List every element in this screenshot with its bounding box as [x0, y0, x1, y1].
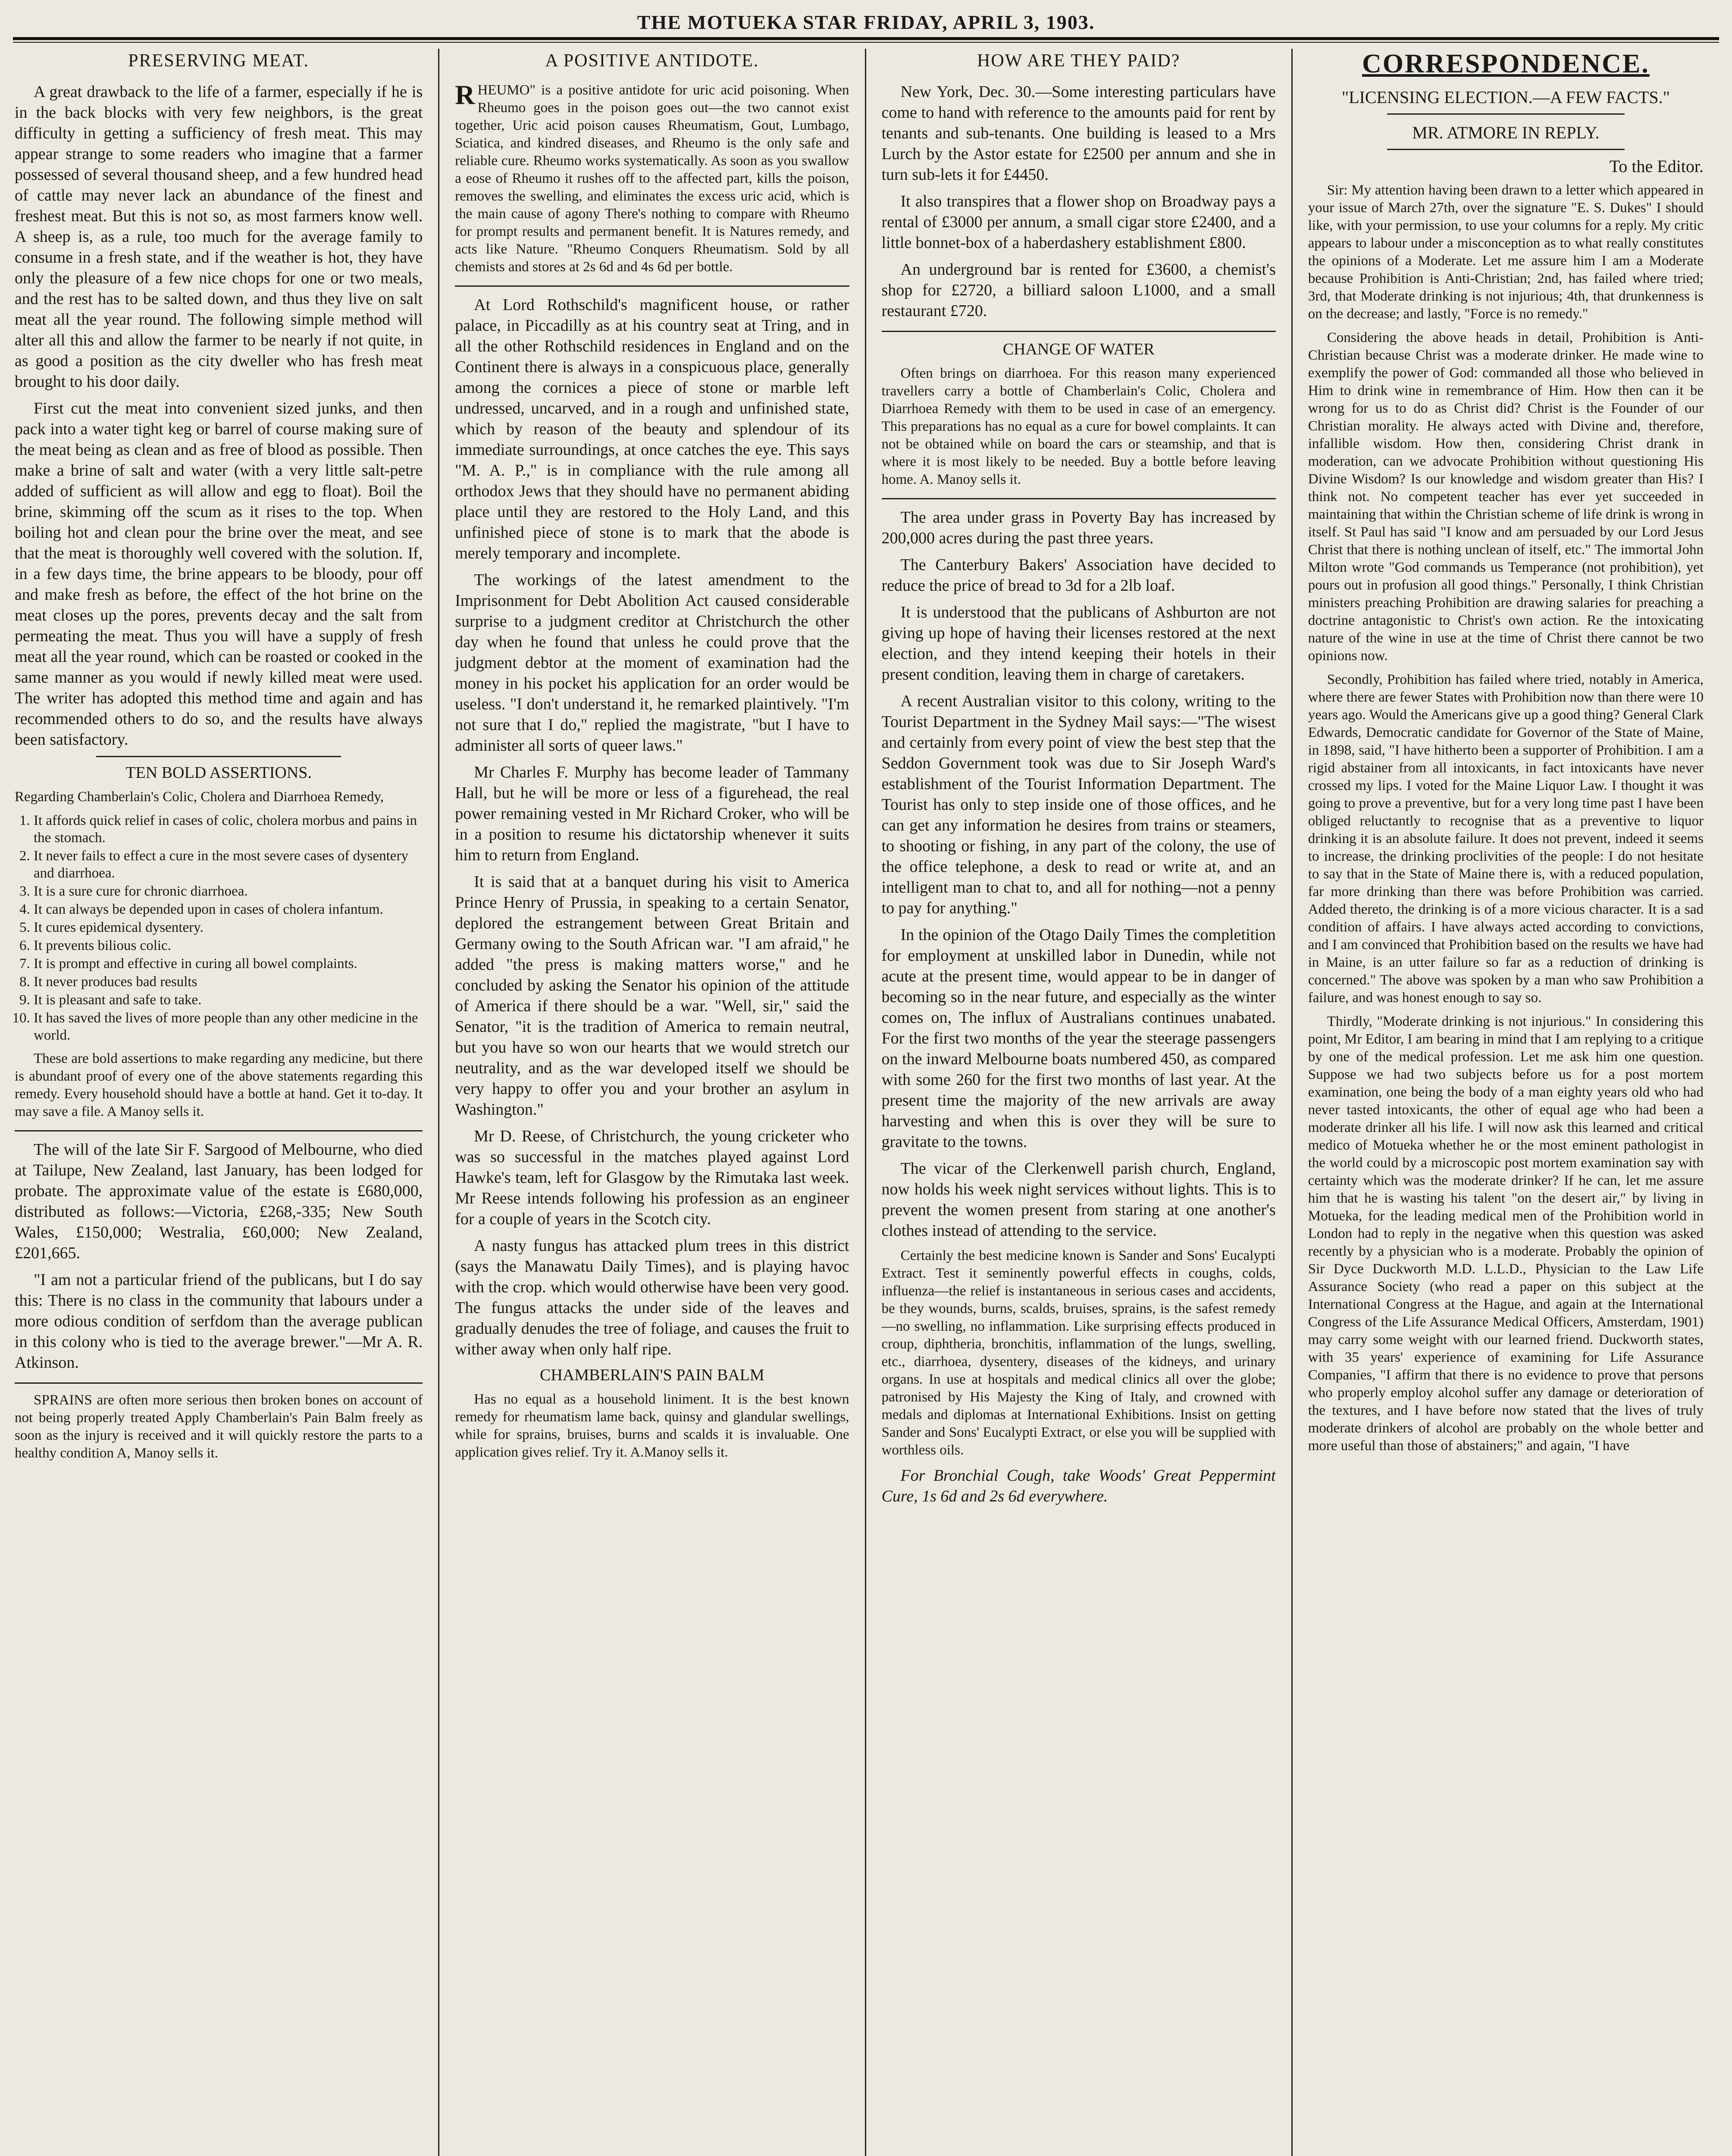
- separator: [882, 331, 1276, 332]
- list-item: 7. It is prompt and effective in curing all bowel complaints.: [34, 955, 423, 972]
- article-paragraph: It is understood that the publicans of Ashburton are not giving up hope of having their licenses restored at the next election, and they intend keeping their hotels in their present condition, leaving them in charge of caretakers.: [881, 603, 1276, 683]
- masthead-rule-thin: [13, 42, 1719, 43]
- advert-change-of-water: Often brings on diarrhoea. For this reason many experienced travellers carry a bottle of Chamberlain's Colic, Cholera and Diarrhoea Remedy with them to be used in case of an emergency. This preparations has no equal as a cure for bowel complaints. It can not be obtained while on board the cars or steamship, and that is where it is most likely to be needed. Buy a bottle before leaving home. A. Manoy sells it.: [881, 366, 1276, 487]
- article-paragraph: "I am not a particular friend of the publicans, but I do say this: There is no class in the community that labours under a more odious condition of serfdom than the average publican in this colony who is tied to the average brewer."—Mr A. R. Atkinson.: [15, 1271, 423, 1372]
- separator: [15, 1130, 423, 1131]
- advert-text: HEUMO" is a positive antidote for uric acid poisoning. When Rheumo goes in the poison goes out—the two cannot exist together, Uric acid poison causes Rheumatism, Gout, Lumbago, Sciatica, and kindred diseases, and Rheumo is the only safe and reliable cure. Rheumo works systematically. As soon as you swallow a eose of Rheumo it rushes off to the affected part, kills the poison, removes the swelling, and eliminates the excess uric acid, which is the main cause of agony There's nothing to compare with Rheumo for prompt results and permanent benefit. It is Natures remedy, and acts like Nature. "Rheumo Conquers Rheumatism. Sold by all chemists and stores at 2s 6d and 4s 6d per bottle.: [455, 82, 849, 275]
- letter-salutation: To the Editor.: [1609, 157, 1704, 176]
- list-item: 10. It has saved the lives of more people than any other medicine in the world.: [34, 1009, 423, 1044]
- masthead: THE MOTUEKA STAR FRIDAY, APRIL 3, 1903.: [637, 11, 1095, 33]
- correspondence-title: CORRESPONDENCE.: [1362, 49, 1650, 78]
- article-paragraph: These are bold assertions to make regarding any medicine, but there is abundant proof of every one of the above statements regarding this remedy. Every household should have a bottle at hand. Get it to-day. It may save a file. A Manoy sells it.: [15, 1051, 423, 1119]
- list-item: 2. It never fails to effect a cure in the most severe cases of dysentery and diarrhoea.: [34, 847, 423, 882]
- advert-rheumo: [455, 81, 849, 276]
- article-paragraph: The workings of the latest amendment to the Imprisonment for Debt Abolition Act caused considerable surprise to a judgment creditor at Christchurch the other day when he found that unless he could prove that the judgment debtor at the moment of examination had the money in his pocket his application for an order would be useless. "I don't understand it, he remarked plaintively. "I'm not sure that I do," replied the magistrate, "but I have to administer all sorts of queer laws.": [455, 571, 849, 755]
- list-item: 1. It affords quick relief in cases of colic, cholera morbus and pains in the stomach.: [34, 812, 423, 846]
- headline-how-are-they-paid: HOW ARE THEY PAID?: [977, 51, 1181, 71]
- masthead-rule: [13, 37, 1719, 40]
- article-paragraph: The Canterbury Bakers' Association have decided to reduce the price of bread to 3d for a 2lb loaf.: [881, 556, 1276, 595]
- article-paragraph: A recent Australian visitor to this colony, writing to the Tourist Department in the Sydney Mail says:—"The wisest and certainly from every point of view the best step that the Seddon Government took was due to Sir Joseph Ward's establishment of the Tourist Information Department. The Tourist has only to step inside one of those offices, and he can get any information he desires from trains or steamers, to shooting or fishing, in any part of the colony, the use of the office telephone, a desk to read or write at, and an intelligent man to chat to, and all for nothing—not a penny to pay for anything.": [881, 692, 1276, 917]
- article-paragraph: The will of the late Sir F. Sargood of Melbourne, who died at Tailupe, New Zealand, last January, has been lodged for probate. The approximate value of the estate is £680,000, distributed as follows:—Victoria, £268,-335; New South Wales, £150,000; Westralia, £60,000; New Zealand, £201,665.: [15, 1141, 423, 1262]
- article-paragraph: Mr Charles F. Murphy has become leader of Tammany Hall, but he will be more or less of a figurehead, the real power remaining vested in Mr Richard Croker, who will be in a position to resume his dictatorship whenever it suits him to return from England.: [455, 763, 849, 864]
- letter-paragraph: Thirdly, "Moderate drinking is not injurious." In considering this point, Mr Editor, I am bearing in mind that I am replying to a critique by one of the medical profession. Let me ask him one question. Suppose we had two subjects before us for a post mortem examination, one being the body of a man eighty years old who had never tasted intoxicants, the other of equal age who had been a moderate drinker all his life. I will now ask this learned and critical medico of Motueka whether he or the most eminent pathologist in the world could by a microscopic post mortem examination say with certainty which was the moderate drinker? If he can, let me assure him that he is wasting his talent "on the desert air," by living in Motueka, for the leading medical men of the Prohibition world in London had to reply in the negative when this question was asked recently by a physician who is a moderate. Probably the opinion of Sir Dyce Duckworth M.D. L.L.D., Physician to the Law Life Assurance Society (who read a paper on this subject at the International Congress at the Hague, and again at the International Congress of the Life Assurance Medical Officers, Amsterdam, 1901) may carry some weight with our learned friend. Duckworth states, with 35 years' experience of examining for Life Assurance Companies, "I affirm that there is no evidence to prove that persons who properly employ alcohol suffer any damage or deterioration of the textures, and I have before now stated that the lives of truly moderate drinkers of alcohol are probably on the whole better and more useful than those of abstainers;" and again, "I have: [1308, 1014, 1704, 1454]
- separator: [15, 1382, 423, 1384]
- separator: [1387, 149, 1624, 150]
- article-paragraph: Mr D. Reese, of Christchurch, the young cricketer who was so successful in the matches played against Lord Hawke's team, left for Glasgow by the Rimutaka last week. Mr Reese intends following his profession as an engineer for a couple of years in the Scotch city.: [455, 1127, 849, 1228]
- list-item: 4. It can always be depended upon in cases of cholera infantum.: [34, 901, 423, 918]
- column-2: [439, 49, 866, 2156]
- advert-pain-balm: Has no equal as a household liniment. It is the best known remedy for rheumatism lame back, quinsy and glandular swellings, while for sprains, bruises, burns and scalds it is invaluable. One application gives relief. Try it. A.Manoy sells it.: [455, 1391, 849, 1460]
- letter-headline: "LICENSING ELECTION.—A FEW FACTS.": [1341, 88, 1670, 107]
- list-item: 3. It is a sure cure for chronic diarrhoea.: [34, 883, 423, 900]
- article-paragraph: An underground bar is rented for £3600, a chemist's shop for £2720, a billiard saloon L1000, and a small restaurant £720.: [881, 260, 1276, 320]
- headline-positive-antidote: A POSITIVE ANTIDOTE.: [545, 51, 759, 71]
- headline-change-of-water: CHANGE OF WATER: [1002, 340, 1155, 358]
- list-item: 5. It cures epidemical dysentery.: [34, 919, 423, 936]
- article-paragraph: The vicar of the Clerkenwell parish church, England, now holds his week night services without lights. This is to prevent the women present from staring at one another's clothes instead of attending to the service.: [881, 1159, 1276, 1240]
- column-4: [1293, 49, 1719, 2156]
- assertions-intro: Regarding Chamberlain's Colic, Cholera and Diarrhoea Remedy,: [15, 789, 384, 805]
- headline-preserving-meat: PRESERVING MEAT.: [128, 51, 310, 71]
- headline-pain-balm: CHAMBERLAIN'S PAIN BALM: [540, 1366, 764, 1384]
- advert-eucalypti: Certainly the best medicine known is Sander and Sons' Eucalypti Extract. Test it seminently powerful effects in coughs, colds, influenza—the relief is instantaneous in serious cases and accidents, be they wounds, burns, scalds, bruises, sprains, is the safest remedy—no swelling, no inflammation. Like surprising effects produced in croup, diphtheria, bronchitis, inflammation of the lungs, swelling, etc., diarrhoea, dysentery, diseases of the kidneys, and urinary organs. In use at hospitals and medical clinics all over the globe; patronised by His Majesty the King of Italy, and crowned with medals and diplomas at International Exhibitions. Insist on getting Sander and Sons' Eucalypti Extract, or else you will be supplied with worthless oils.: [881, 1248, 1276, 1458]
- advert-peppermint-cure: For Bronchial Cough, take Woods' Great Peppermint Cure, 1s 6d and 2s 6d everywhere.: [881, 1467, 1276, 1505]
- assertions-list: [15, 812, 423, 1044]
- letter-paragraph: Secondly, Prohibition has failed where tried, notably in America, where there are fewer States with Prohibition now than there were 10 years ago. Would the Americans give up a good thing? General Clark Edwards, Democratic candidate for Governor of the State of Maine, in 1898, said, "I have hitherto been a supporter of Prohibition. I am a rigid abstainer from all intoxicants, in fact intoxicants have never crossed my lips. I voted for the Maine Liquor Law. I thought it was going to prove a preventive, but for a very long time past I have been obliged reluctantly to recognise that as a preventive to liquor drinking it is an absolute failure. It does not prevent, indeed it seems to increase, the drinking proclivities of the people: I do not hesitate to say that in the State of Maine there is, with a reduced population, far more drinking than there was before Prohibition was carried. Added thereto, the drinking is of a more vicious character. It is a sad condition of affairs. I have always acted according to convictions, and I am convinced that Prohibition based on the results we have had in Maine, is an utter failure so far as a reduction of drinking is concerned." The above was spoken by a man who saw Prohibition a failure, and was honest enough to say so.: [1308, 672, 1704, 1006]
- article-paragraph: In the opinion of the Otago Daily Times the completition for employment at unskilled labor in Dunedin, while not acute at the present time, would appear to be in danger of becoming so in the near future, and especially as the winter comes on, The influx of Australians continues unabated. For the first two months of the year the steerage passengers on the inward Melbourne boats numbered 450, as compared with some 260 for the first two months of last year. At the present time the majority of the new arrivals are away harvesting and when this is over they will be sure to gravitate to the towns.: [881, 926, 1276, 1151]
- list-item: 6. It prevents bilious colic.: [34, 937, 423, 954]
- column-1: [13, 49, 439, 2156]
- article-paragraph: New York, Dec. 30.—Some interesting particulars have come to hand with reference to the amounts paid for rent by tenants and sub-tenants. One building is leased to a Mrs Lurch by the Astor estate for £2500 per annum and she in turn sub-lets it for £4450.: [881, 83, 1276, 184]
- headline-ten-bold-assertions: TEN BOLD ASSERTIONS.: [125, 764, 312, 782]
- columns: [13, 49, 1719, 2156]
- separator: [1387, 113, 1624, 115]
- list-item: 8. It never produces bad results: [34, 973, 423, 990]
- letter-subheadline: MR. ATMORE IN REPLY.: [1412, 123, 1600, 142]
- letter-paragraph: Sir: My attention having been drawn to a letter which appeared in your issue of March 27th, over the signature "E. S. Dukes" I should like, with your permission, to use your columns for a reply. My critic appears to labour under a misconception as to what really constitutes the opinions of a Moderate. Let me assure him I am a Moderate because Prohibition is Anti-Christian; 2nd, has failed where tried; 3rd, that Moderate drinking is not injurious; 4th, that drunkenness is on the decrease; and lastly, "Force is no remedy.": [1308, 182, 1704, 322]
- article-paragraph: At Lord Rothschild's magnificent house, or rather palace, in Piccadilly as at his country seat at Tring, and in all the other Rothschild residences in England and on the Continent there is always in a conspicuous place, generally among the cornices a piece of stone or marble left undressed, uncarved, and in a rough and unfinished state, which by reason of the beauty and splendour of its immediate surroundings, at once catches the eye. This says "M. A. P.," is in compliance with the rule among all orthodox Jews that they should have no permanent abiding place until they are restored to the Holy Land, and this unfinished piece of stone is to mark that the abode is merely temporary and incomplete.: [455, 296, 849, 562]
- article-paragraph: First cut the meat into convenient sized junks, and then pack into a water tight keg or barrel of course making sure of the meat being as clean and as free of blood as possible. Then make a brine of salt and water (with a very little salt-petre added of sufficient as will allow and egg to float). Boil the brine, skimming off the scum as it rises to the top. When boiling hot and clean pour the brine over the meat, and see that the meat is thoroughly well covered with the solution. If, in a few days time, the brine appears to be bloody, pour off and make fresh as before, the effect of the hot brine on the meat closes up the pores, prevents decay and the salt from permeating the meat. Thus you will have a supply of fresh meat all the year round, which can be roasted or cooked in the same manner as you would if newly killed meat were used. The writer has adopted this method time and again and has recommended others to do so, and the results have always been satisfactory.: [15, 399, 423, 749]
- article-paragraph: A great drawback to the life of a farmer, especially if he is in the back blocks with very few neighbors, is the great difficulty in getting a sufficiency of fresh meat. This may appear strange to some readers who imagine that a farmer possessed of several thousand sheep, and a few hundred head of cattle may never lack an abundance of the finest and freshest meat. But this is not so, as most farmers know well. A sheep is, as a rule, too much for the average family to consume in a fresh state, and if the weather is hot, they have only the pleasure of a few nice chops for one or two meals, and the rest has to be salted down, and thus they live on salt meat all the year round. The following simple method will alter all this and allow the farmer to be nearly if not quite, in as good a position as the city dweller who has fresh meat brought to his door daily.: [15, 83, 423, 391]
- separator: [96, 756, 341, 757]
- article-paragraph: SPRAINS are often more serious then broken bones on account of not being properly treated Apply Chamberlain's Pain Balm freely as soon as the injury is received and it will quickly restore the parts to a healthy condition A, Manoy sells it.: [15, 1392, 423, 1461]
- separator: [455, 285, 849, 287]
- article-paragraph: It is said that at a banquet during his visit to America Prince Henry of Prussia, in speaking to a certain Senator, deplored the estrangement between Great Britain and Germany owing to the South African war. "I am afraid," he added "the press is making matters worse," and he concluded by asking the Senator his opinion of the attitude of America if there should be a war. "Well, sir," said the Senator, "it is the tradition of America to remain neutral, but you have so won our hearts that we would stretch our neutrality, and as the war developed itself we should be very happy to offer you and your brother an asylum in Washington.": [455, 873, 849, 1119]
- article-paragraph: The area under grass in Poverty Bay has increased by 200,000 acres during the past three years.: [881, 508, 1276, 547]
- separator: [882, 498, 1276, 499]
- column-3: [866, 49, 1293, 2156]
- drop-cap: R: [455, 79, 475, 110]
- letter-paragraph: Considering the above heads in detail, Prohibition is Anti-Christian because Christ was a moderate drinker. He made wine to exemplify the power of God: commanded all those who believed in Him to drink wine in remembrance of Him. How then can it be wrong for us to do as Christ did? Christ is the Founder of our Christian morality. He always acted with Divine and, therefore, infallible wisdom. How then, considering Christ drank in moderation, can we advocate Prohibition without questioning His Divine Wisdom? Is our knowledge and wisdom greater than His? I think not. No competent teacher has ever yet succeeded in maintaining that within the Christian scheme of life drink is wrong in itself. St Paul has said "I know and am persuaded by our Lord Jesus Christ that there is nothing unclean of itself, etc." The immortal John Milton wrote "God commands us Temperance (not prohibition), yet pours out in profusion all good things." Personally, I think Christian ministers preaching Prohibition are drawing salaries for preaching a doctrine antagonistic to Christ's own action. Re the intoxicating nature of the wine in use at the time of Christ there cannot be two opinions now.: [1308, 330, 1704, 664]
- list-item: 9. It is pleasant and safe to take.: [34, 991, 423, 1009]
- article-paragraph: A nasty fungus has attacked plum trees in this district (says the Manawatu Daily Times), and is playing havoc with the crop. which would otherwise have been very good. The fungus attacks the under side of the leaves and gradually denudes the tree of foliage, and causes the fruit to wither away when only half ripe.: [455, 1237, 849, 1358]
- article-paragraph: It also transpires that a flower shop on Broadway pays a rental of £3000 per annum, a small cigar store £2400, and a little bonnet-box of a haberdashery establishment £800.: [881, 192, 1276, 252]
